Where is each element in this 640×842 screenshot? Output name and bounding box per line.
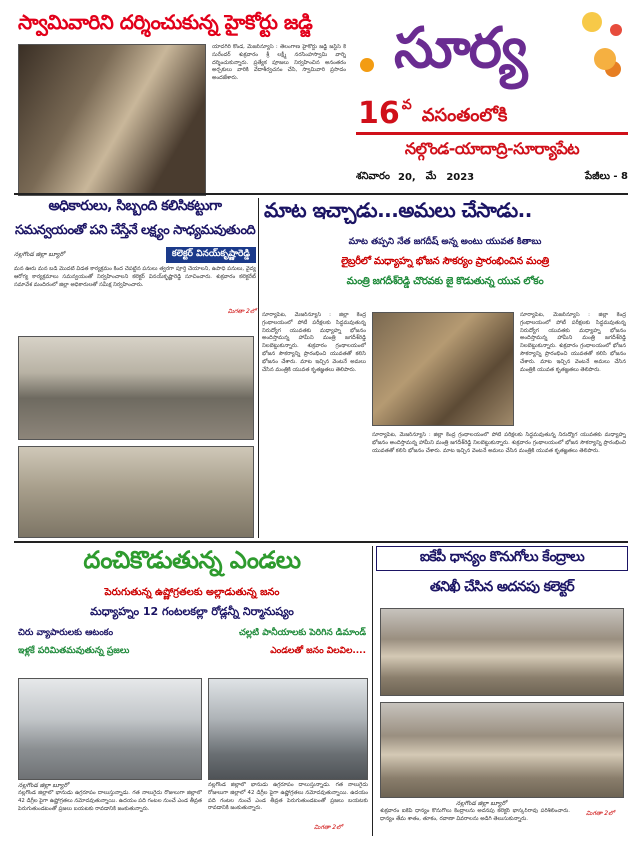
edition-name: నల్గొండ-యాదాద్రి-సూర్యాపేట [404, 139, 580, 158]
flower-icon [582, 12, 602, 32]
date-month: మే [425, 171, 437, 182]
story4-photo-1 [18, 678, 202, 780]
story2-headline-2: సమన్వయంతో పని చేస్తేనే లక్ష్యం సాధ్యమవుతుంది [14, 223, 256, 238]
story2-photo-1 [18, 336, 254, 440]
story2-credit: మిగతా 2లో [227, 308, 256, 315]
story2-photo-2 [18, 446, 254, 538]
horizontal-rule [14, 193, 628, 195]
story1-headline: స్వామివారిని దర్శించుకున్న హైకోర్టు జడ్జి [18, 10, 313, 34]
story1 [14, 10, 350, 190]
anniversary-suffix: వ [401, 97, 412, 113]
edition-bar [356, 132, 628, 166]
masthead-logo: సూర్య [394, 16, 526, 81]
story4-credit: మిగతా 2లో [314, 824, 343, 831]
story5-body: శుక్రవారం ఐకేపీ ధాన్యం కొనుగోలు కేంద్రాలను అదనపు కలెక్టర్ భాస్కర్‌రావు పరిశీలించారు. ధాన్యం తేమ శాతం, తూకం, రవాణా వివరాలను అడిగి తెలుసుకున్నారు. [380, 808, 570, 822]
story4-photo-2 [208, 678, 368, 780]
story1-photo [18, 44, 206, 196]
dateline-bar [356, 168, 628, 186]
story4-tag-3: ఇళ్లకే పరిమితమవుతున్న ప్రజలు [18, 646, 130, 656]
story3-body-bottom: సూర్యాపేట, మేజర్‌న్యూస్ : జిల్లా కేంద్ర గ్రంథాలయంలో పోటీ పరీక్షలకు సిద్ధమవుతున్న నిరుద్యోగ యువతకు మధ్యాహ్న భోజనం అందిస్తామన్న హామీని మంత్రి జగదీశ్‌రెడ్డి నిలబెట్టుకున్నారు. శుక్రవారం గ్రంథాలయంలో భోజన సౌకర్యాన్ని ప్రారంభించి యువతతో కలిసి భోజనం చేశారు. మాట ఇచ్చిన వెంటనే అమలు చేసిన మంత్రికి యువత కృతజ్ఞతలు తెలిపారు. [372, 432, 626, 454]
story2-body: మన ఊరు మన బడి మొదటి విడత కార్యక్రమం కింద చేపట్టిన పనులు త్వరగా పూర్తి చేయాలని, ఉపాధి పనులు, వైద్య ఆరోగ్య కార్యక్రమాలు సమన్వయంతో నిర్వహించాలని కలెక్టర్ వినయ్‌కృష్ణారెడ్డి సూచించారు. శుక్రవారం కలెక్టరేట్ సమావేశ మందిరంలో జిల్లా అధికారులతో సమీక్ష నిర్వహించారు. [14, 266, 256, 288]
story4-kicker-1: పెరుగుతున్న ఉష్ణోగ్రతలకు అల్లాడుతున్న జనం [104, 587, 280, 598]
story5-credit: మిగతా 2లో [586, 810, 615, 817]
masthead [354, 8, 630, 218]
story3-headline: మాట ఇచ్చాడు...అమలు చేసాడు.. [264, 198, 532, 222]
flower-icon [610, 24, 622, 36]
vertical-rule [372, 546, 373, 836]
story4-tag-2: చల్లటి పానీయాలకు పెరిగిన డిమాండ్ [238, 628, 366, 638]
date-number: 20, [398, 171, 416, 183]
date-year: 2023 [446, 171, 475, 183]
story5-headline-1: ఐకేపీ ధాన్యం కొనుగోలు కేంద్రాలు [376, 546, 628, 571]
page-label: పేజీలు - 8 [584, 171, 628, 182]
story4-tag-4: ఎండలతో జనం విలవిల.... [270, 646, 366, 656]
story3-photo [372, 312, 514, 426]
anniversary-text: వసంతంలోకి [421, 105, 508, 126]
flower-icon [360, 58, 374, 72]
story4-tag-1: చిరు వ్యాపారులకు ఆటంకం [18, 628, 114, 638]
story5 [376, 546, 628, 836]
story4 [14, 546, 370, 836]
story4-kicker-2: మధ్యాహ్నం 12 గంటలకల్లా రోడ్లన్నీ నిర్మానుష్యం [90, 605, 294, 618]
story2-subhead: కలెక్టర్ వినయ్‌కృష్ణారెడ్డి [166, 247, 256, 263]
story4-body-2: నల్లగొండ జిల్లాలో భానుడు ఉగ్రరూపం దాలుస్తున్నాడు. గత నాలుగైదు రోజులుగా జిల్లాలో 42 డిగ్రీల పైగా ఉష్ణోగ్రతలు నమోదవుతున్నాయి. ఉదయం పది గంటల నుంచే ఎండ తీవ్రత పెరుగుతుండటంతో ప్రజలు బయటకు రావడానికి జంకుతున్నారు. [208, 782, 368, 812]
story3 [262, 198, 628, 538]
story5-dateline: నల్లగొండ జిల్లా బ్యూరో [456, 800, 507, 807]
story5-photo-2 [380, 702, 624, 798]
story4-body-1: నల్లగొండ జిల్లాలో భానుడు ఉగ్రరూపం దాలుస్తున్నాడు. గత నాలుగైదు రోజులుగా జిల్లాలో 42 డిగ్రీల పైగా ఉష్ణోగ్రతలు నమోదవుతున్నాయి. ఉదయం పది గంటల నుంచే ఎండ తీవ్రత పెరుగుతుండటంతో ప్రజలు బయటకు రావడానికి జంకుతున్నారు. [18, 790, 202, 812]
story4-headline: దంచికొడుతున్న ఎండలు [83, 546, 301, 574]
date-day: శనివారం [356, 171, 390, 182]
story2 [14, 198, 256, 538]
story4-dateline: నల్లగొండ జిల్లా బ్యూరో [18, 782, 69, 789]
story1-body: యాదగిరి కొండ, మేజర్‌న్యూస్ : తెలంగాణ హైకోర్టు జడ్జి జస్టిస్ కే సురేందర్ శుక్రవారం శ్రీ లక్ష్మీ నరసింహస్వామి వార్ని దర్శించుకున్నారు. ప్రత్యేక పూజలు నిర్వహించిన అనంతరం అర్చకులు వారికి వేదాశీర్వచనం చేసి, స్వామివారి ప్రసాదం అందజేశారు. [212, 44, 346, 82]
anniversary-number: 16 [358, 96, 400, 131]
story3-kicker: మాట తప్పని నేత జగదీష్ అన్న అంటు యువత కితాబు [348, 237, 542, 247]
story5-headline-2: తనిఖీ చేసిన అదనపు కలెక్టర్ [429, 579, 575, 595]
story3-body-right: సూర్యాపేట, మేజర్‌న్యూస్ : జిల్లా కేంద్ర గ్రంథాలయంలో పోటీ పరీక్షలకు సిద్ధమవుతున్న నిరుద్యోగ యువతకు మధ్యాహ్న భోజనం అందిస్తామన్న హామీని మంత్రి జగదీశ్‌రెడ్డి నిలబెట్టుకున్నారు. శుక్రవారం గ్రంథాలయంలో భోజన సౌకర్యాన్ని ప్రారంభించి యువతతో కలిసి భోజనం చేశారు. మాట ఇచ్చిన వెంటనే అమలు చేసిన మంత్రికి యువత కృతజ్ఞతలు తెలిపారు. [520, 312, 626, 373]
story3-body-left: సూర్యాపేట, మేజర్‌న్యూస్ : జిల్లా కేంద్ర గ్రంథాలయంలో పోటీ పరీక్షలకు సిద్ధమవుతున్న నిరుద్యోగ యువతకు మధ్యాహ్న భోజనం అందిస్తామన్న హామీని మంత్రి జగదీశ్‌రెడ్డి నిలబెట్టుకున్నారు. శుక్రవారం గ్రంథాలయంలో భోజన సౌకర్యాన్ని ప్రారంభించి యువతతో కలిసి భోజనం చేశారు. మాట ఇచ్చిన వెంటనే అమలు చేసిన మంత్రికి యువత కృతజ్ఞతలు తెలిపారు. [262, 312, 366, 373]
story2-dateline: నల్లగొండ జిల్లా బ్యూరో [14, 251, 65, 258]
horizontal-rule [14, 541, 628, 543]
story2-headline-1: అధికారులు, సిబ్బంది కలిసికట్టుగా [48, 198, 222, 214]
story3-subhead-1: లైబ్రరీలో మధ్యాహ్న భోజన సౌకర్యం ప్రారంభించిన మంత్రి [341, 256, 549, 267]
story3-subhead-2: మంత్రి జగదీశ్‌రెడ్డి చొరవకు జై కొడుతున్న యువ లోకం [346, 276, 544, 287]
flower-icon [594, 48, 616, 70]
vertical-rule [258, 198, 259, 538]
story5-photo-1 [380, 608, 624, 696]
